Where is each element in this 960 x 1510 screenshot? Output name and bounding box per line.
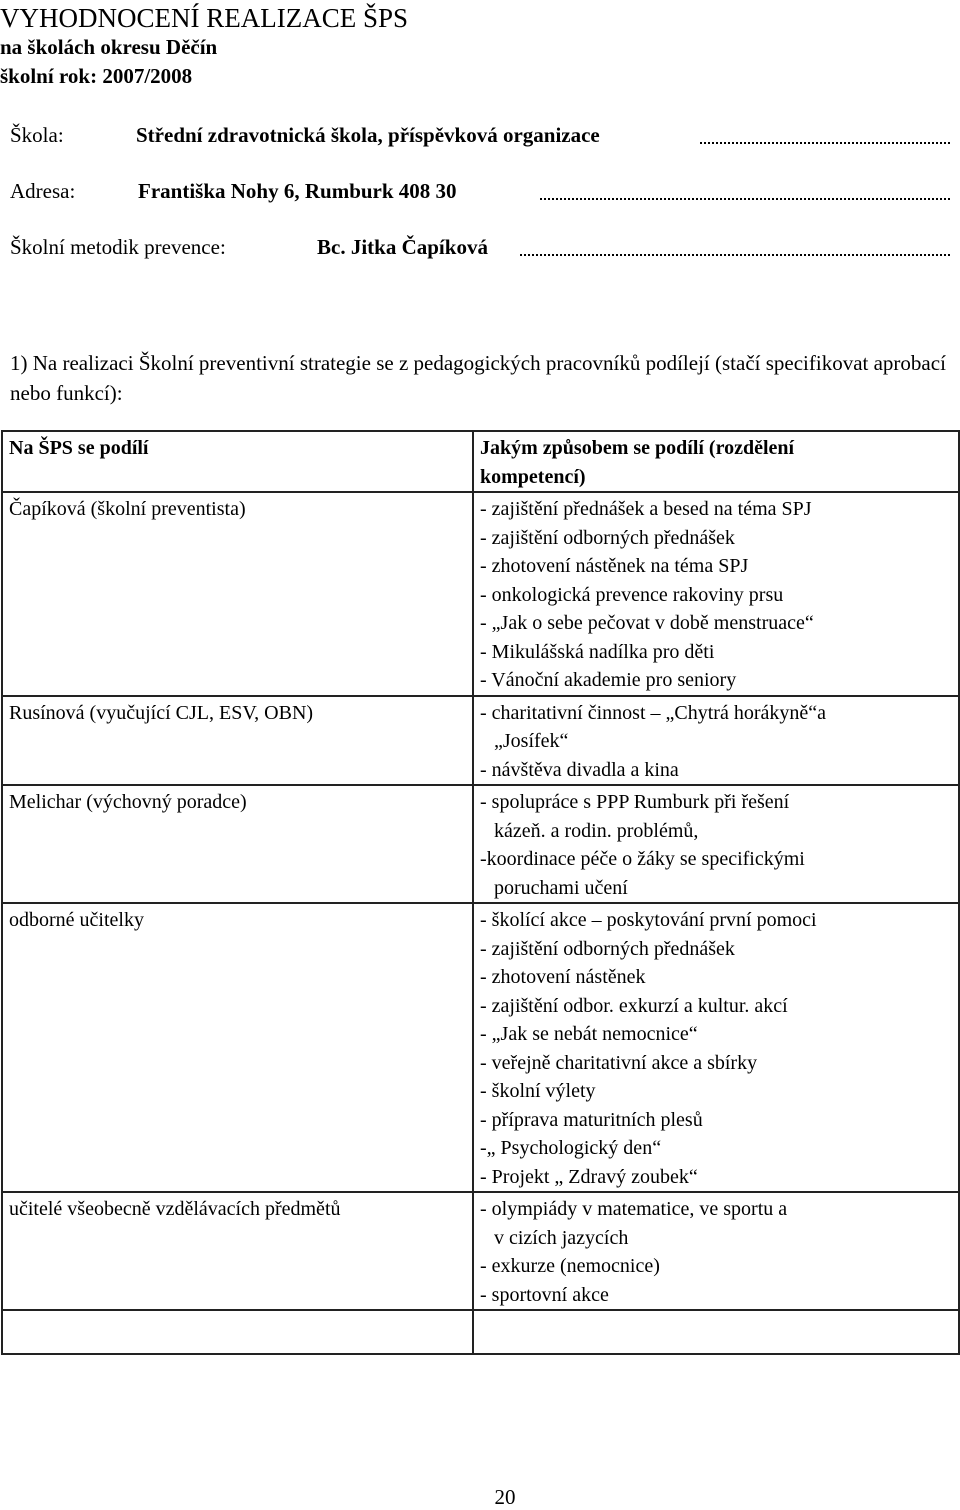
who-text: Čapíková (školní preventista): [9, 498, 246, 520]
address-value: Františka Nohy 6, Rumburk 408 30: [138, 179, 457, 203]
how-line: - školící akce – poskytování první pomoci: [480, 909, 817, 931]
document-title: VYHODNOCENÍ REALIZACE ŠPS: [0, 3, 409, 33]
how-line: -„ Psychologický den“: [480, 1137, 662, 1159]
how-line: - Vánoční akademie pro seniory: [480, 669, 737, 691]
header-how-2: kompetencí): [480, 465, 586, 488]
address-dotted-line: [540, 176, 950, 200]
how-cell: [473, 492, 959, 696]
who-cell: [2, 1192, 473, 1310]
document-subtitle: na školách okresu Děčín: [0, 35, 218, 59]
how-line: - zajištění odbor. exkurzí a kultur. akcí: [480, 994, 788, 1017]
how-line: - zajištění přednášek a besed na téma SPJ: [480, 498, 812, 520]
address-label: Adresa:: [10, 179, 76, 203]
who-text: Rusínová (vyučující CJL, ESV, OBN): [9, 701, 314, 724]
how-line: - zhotovení nástěnek na téma SPJ: [480, 555, 749, 577]
table-row: [2, 696, 959, 786]
table-header-row: [2, 431, 959, 492]
how-line: - zajištění odborných přednášek: [480, 937, 735, 960]
how-line: - školní výlety: [480, 1080, 596, 1102]
table-row: [2, 903, 959, 1192]
methodist-label: Školní metodik prevence:: [10, 235, 226, 259]
how-line: - onkologická prevence rakoviny prsu: [480, 583, 784, 606]
methodist-dotted-line: [520, 232, 950, 256]
how-line: -koordinace péče o žáky se specifickými: [480, 848, 805, 870]
competence-table: [1, 430, 960, 1355]
address-row: [10, 176, 950, 206]
how-cell: [473, 785, 959, 903]
page-number: 20: [494, 1485, 516, 1509]
who-cell: [2, 492, 473, 696]
how-line: - zajištění odborných přednášek: [480, 526, 735, 549]
how-line: kázeň. a rodin. problémů,: [494, 819, 699, 842]
how-cell: [473, 696, 959, 786]
how-cell: [473, 903, 959, 1192]
how-line: - návštěva divadla a kina: [480, 758, 679, 781]
who-text: učitelé všeobecně vzdělávacích předmětů: [9, 1198, 341, 1220]
header-cell-left: [2, 431, 473, 492]
how-line: - Projekt „ Zdravý zoubek“: [480, 1165, 698, 1188]
how-line: - příprava maturitních plesů: [480, 1108, 703, 1131]
how-line: - „Jak o sebe pečovat v době menstruace“: [480, 612, 814, 634]
table-row: [2, 1192, 959, 1310]
how-line: - sportovní akce: [480, 1283, 609, 1306]
who-cell: [2, 696, 473, 786]
table-row: [2, 785, 959, 903]
how-line: - veřejně charitativní akce a sbírky: [480, 1051, 758, 1074]
who-text: Melichar (výchovný poradce): [9, 791, 247, 813]
school-label: Škola:: [10, 123, 64, 147]
who-cell: [2, 785, 473, 903]
question-1: 1) Na realizaci Školní preventivní strategie se z pedagogických pracovníků podílejí (stačí specifikovat aprobací nebo funkcí):: [10, 351, 946, 405]
how-cell: [473, 1192, 959, 1310]
how-line: - olympiády v matematice, ve sportu a: [480, 1198, 788, 1220]
school-dotted-line: [700, 120, 950, 144]
methodist-value: Bc. Jitka Čapíková: [317, 235, 488, 259]
table-row-empty: [2, 1310, 959, 1354]
header-how-1: Jakým způsobem se podílí (rozdělení: [480, 437, 795, 459]
who-cell: [2, 903, 473, 1192]
header-cell-right: [473, 431, 959, 492]
school-year: školní rok: 2007/2008: [0, 64, 193, 88]
how-line: - „Jak se nebát nemocnice“: [480, 1023, 698, 1045]
how-line: poruchami učení: [494, 876, 628, 899]
empty-cell: [473, 1310, 959, 1354]
how-line: - Mikulášská nadílka pro děti: [480, 640, 715, 663]
how-line: v cizích jazycích: [494, 1226, 629, 1249]
table-row: [2, 492, 959, 696]
how-line: - zhotovení nástěnek: [480, 966, 646, 988]
empty-cell: [2, 1310, 473, 1354]
how-line: - spolupráce s PPP Rumburk při řešení: [480, 791, 790, 813]
how-line: - charitativní činnost – „Chytrá horákyně“a: [480, 701, 826, 724]
header-who: Na ŠPS se podílí: [9, 437, 149, 459]
school-value: Střední zdravotnická škola, příspěvková organizace: [136, 123, 600, 147]
how-line: „Josífek“: [494, 730, 569, 752]
who-text: odborné učitelky: [9, 909, 144, 931]
methodist-row: [10, 232, 950, 262]
how-line: - exkurze (nemocnice): [480, 1255, 660, 1277]
school-row: [10, 120, 950, 150]
